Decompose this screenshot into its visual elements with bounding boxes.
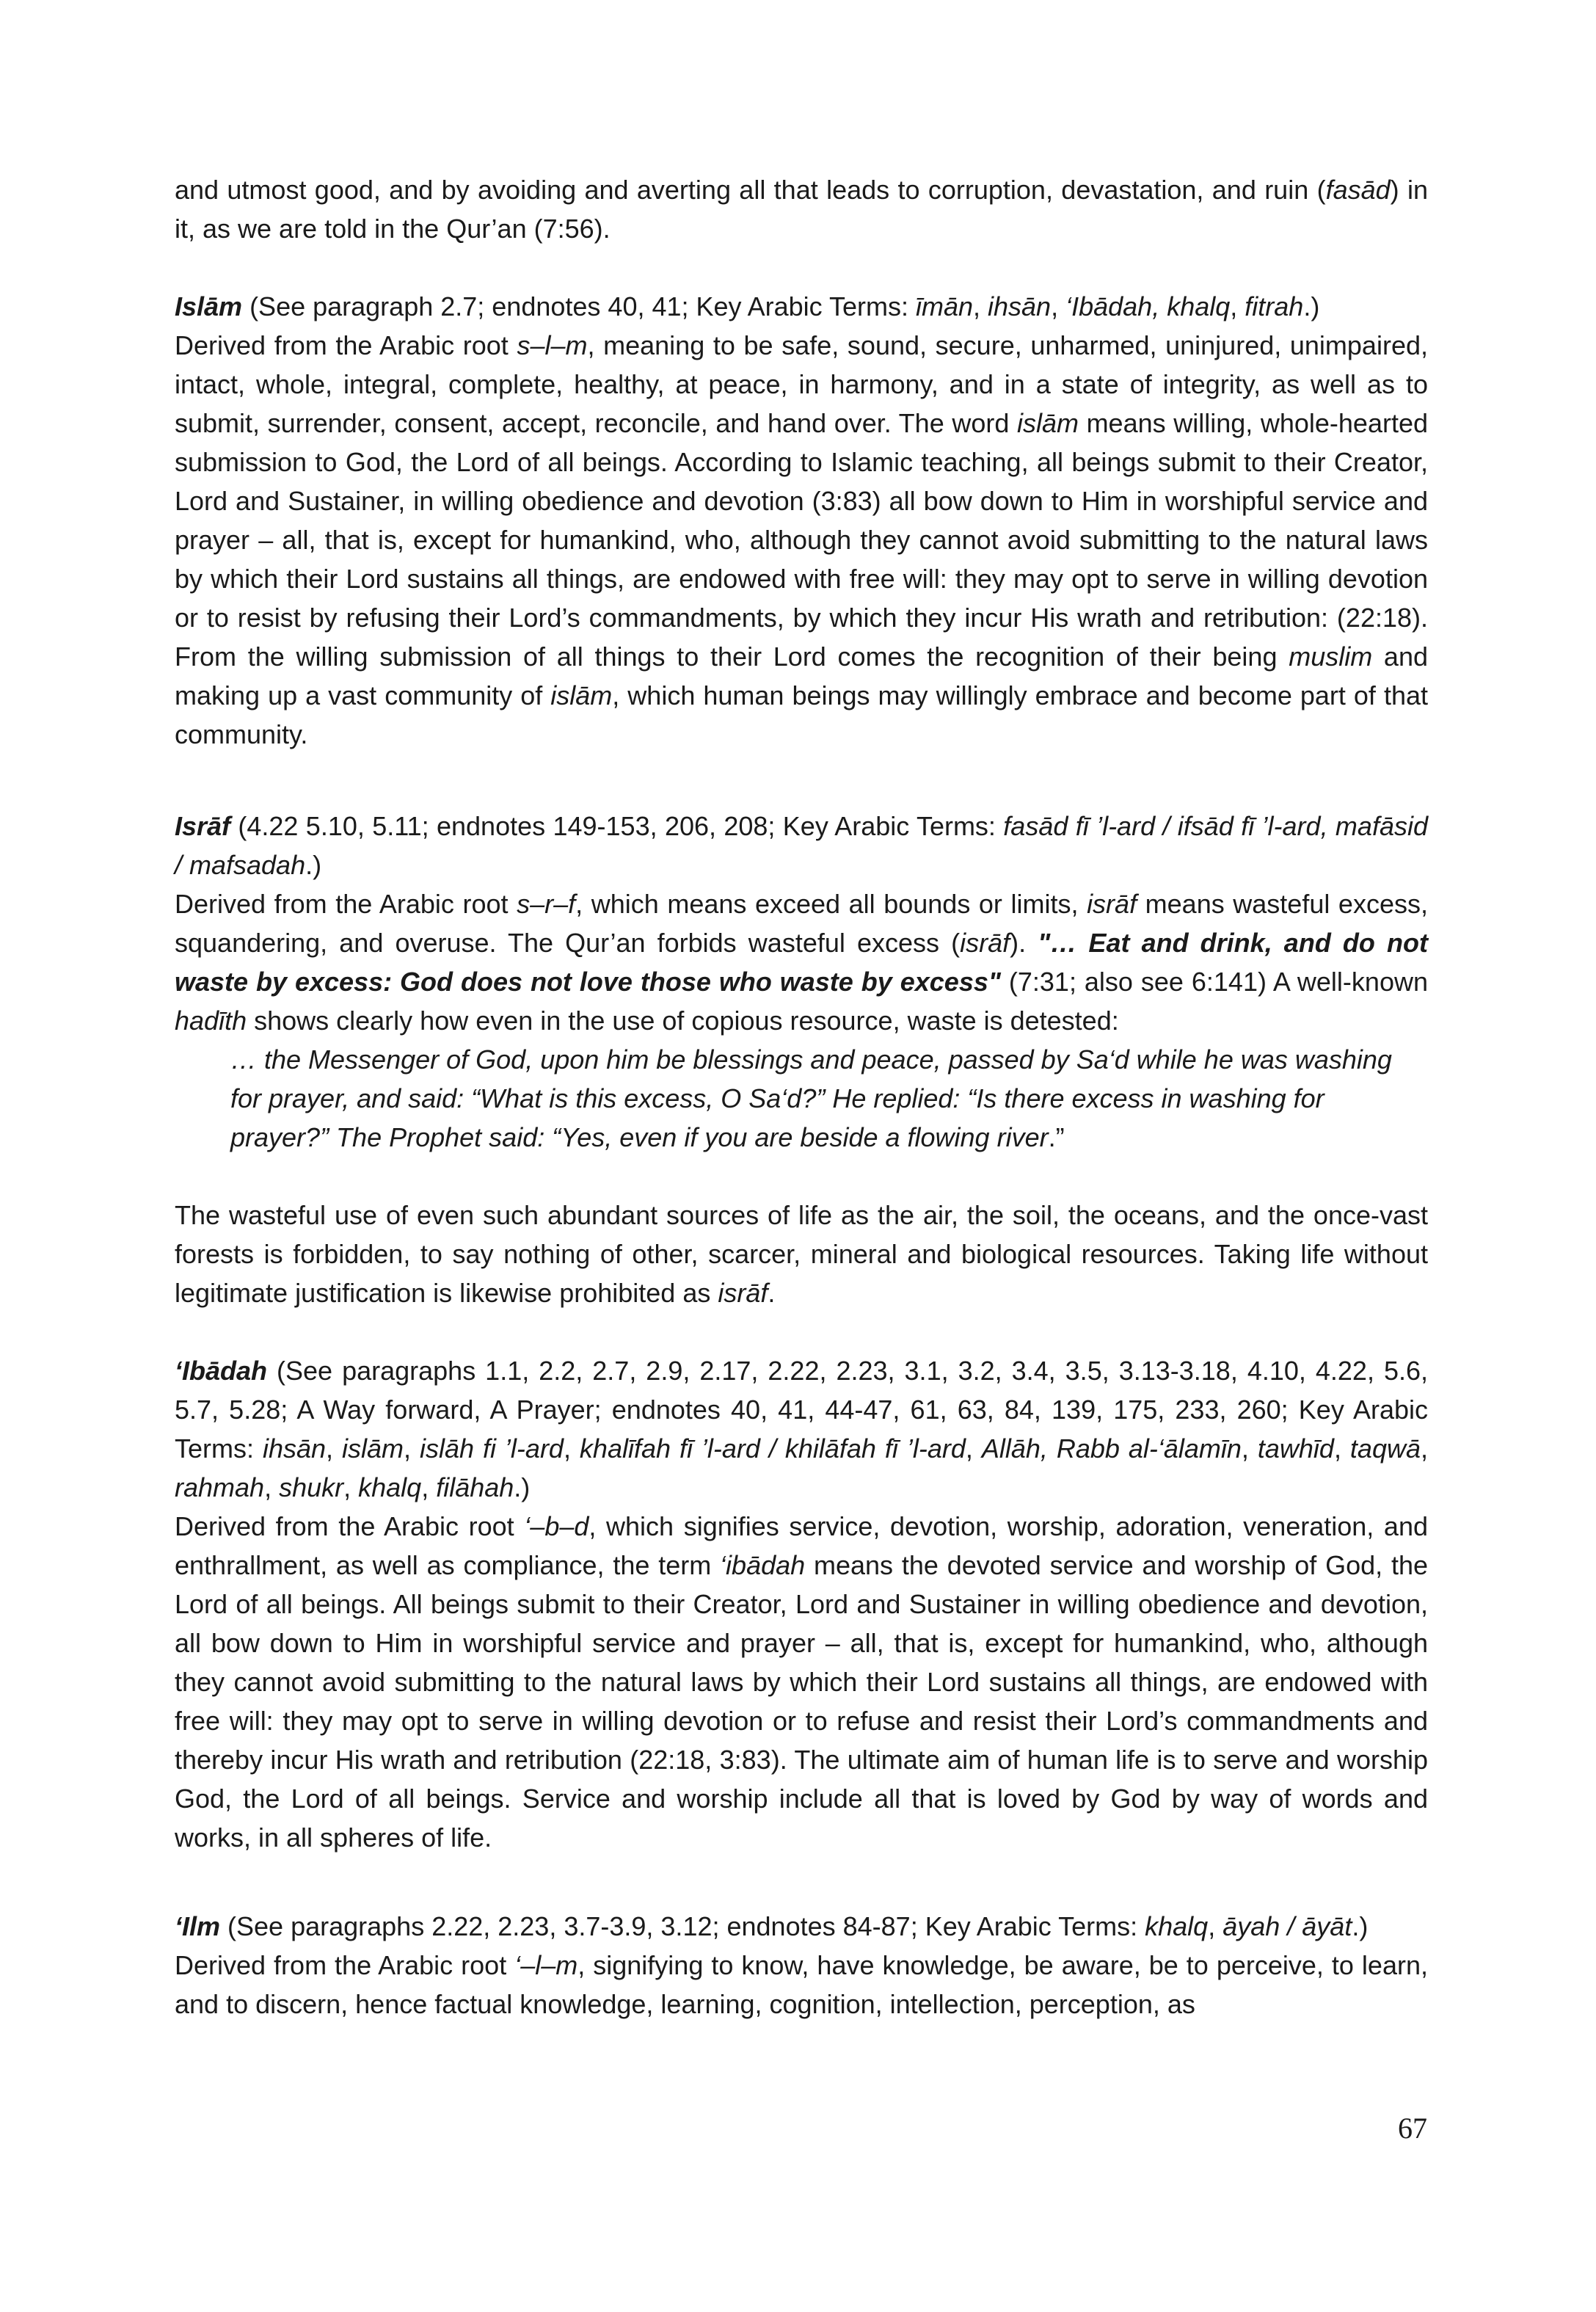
intro-paragraph: and utmost good, and by avoiding and averting all that leads to corruption, devastation, and ruin (fasād) in it, as we are told in the Qur’an (7:56). xyxy=(175,175,1428,244)
page-number: 67 xyxy=(1398,2112,1427,2145)
entry-ibadah: ‘Ibādah (See paragraphs 1.1, 2.2, 2.7, 2.9, 2.17, 2.22, 2.23, 3.1, 3.2, 3.4, 3.5, 3.13-3.18, 4.10, 4.22, 5.6, 5.7, 5.28; A Way forward, A Prayer; endnotes 40, 41, 44-47, 61, 63, 84, 139, 175, 233, 260; Key Arabic Terms: ihsān, islām, islāh fi ’l-ard, khalīfah fī ’l-ard / khilāfah fī ’l-ard, Allāh, Rabb al-‘ālamīn, tawhīd, taqwā, rahmah, shukr, khalq, filāhah.) Derived from the Arabic root ‘–b–d, which signifies service, devotion, worship, adoration, veneration, and enthrallment, as well as compliance, the term ‘ibādah means the devoted service and worship of God, the Lord of all beings. All beings submit to their Creator, Lord and Sustainer in willing obedience and devotion, all bow down to Him in worshipful service and prayer – all, that is, except for humankind, who, although they cannot avoid submitting to the natural laws by which their Lord sustains all things, are endowed with free will: they may opt to serve in willing devotion or to refuse and resist their Lord’s commandments and thereby incur His wrath and retribution (22:18, 3:83). The ultimate aim of human life is to serve and worship God, the Lord of all beings. Service and worship include all that is loved by God by way of words and works, in all spheres of life. xyxy=(175,1356,1429,1853)
entry-israf: Isrāf (4.22 5.10, 5.11; endnotes 149-153, 206, 208; Key Arabic Terms: fasād fī ’l-ard / ifsād fī ’l-ard, mafāsid / mafsadah.) Derived from the Arabic root s–r–f, which means exceed all bounds or limits, isrāf means wasteful excess, squandering, and overuse. The Qur’an forbids wasteful excess (isrāf). "… Eat and drink, and do not waste by excess: God does not love those who waste by excess" (7:31; also see 6:141) A well-known hadīth shows clearly how even in the use of copious resource, waste is detested: xyxy=(175,811,1428,1036)
term-ibadah: ‘Ibādah xyxy=(175,1356,268,1386)
document-page xyxy=(175,170,1428,2024)
hadith-quote: … the Messenger of God, upon him be blessings and peace, passed by Sa‘d while he was washing for prayer, and said: “What is this excess, O Sa‘d?” He replied: “Is there excess in washing for prayer?” The Prophet said: “Yes, even if you are beside a flowing river.” xyxy=(230,1044,1392,1152)
entry-ilm: ‘Ilm (See paragraphs 2.22, 2.23, 3.7-3.9, 3.12; endnotes 84-87; Key Arabic Terms: khalq, āyah / āyāt.) Derived from the Arabic root ‘–l–m, signifying to know, have knowledge, be aware, be to perceive, to learn, and to discern, hence factual knowledge, learning, cognition, intellection, perception, as xyxy=(175,1911,1428,2019)
term-israf: Isrāf xyxy=(175,811,231,841)
term-ilm: ‘Ilm xyxy=(175,1911,221,1941)
entry-islam: Islām (See paragraph 2.7; endnotes 40, 41; Key Arabic Terms: īmān, ihsān, ‘Ibādah, khalq, fitrah.) Derived from the Arabic root s–l–m, meaning to be safe, sound, secure, unharmed, uninjured, unimpaired, intact, whole, integral, complete, healthy, at peace, in harmony, and in a state of integrity, as well as to submit, surrender, consent, accept, reconcile, and hand over. The word islām means willing, whole-hearted submission to God, the Lord of all beings. According to Islamic teaching, all beings submit to their Creator, Lord and Sustainer, in willing obedience and devotion (3:83) all bow down to Him in worshipful service and prayer – all, that is, except for humankind, who, although they cannot avoid submitting to the natural laws by which their Lord sustains all things, are endowed with free will: they may opt to serve in willing devotion or to resist by refusing their Lord’s commandments, by which they incur His wrath and retribution: (22:18). From the willing submission of all things to their Lord comes the recognition of their being muslim and making up a vast community of islām, which human beings may willingly embrace and become part of that community. xyxy=(175,291,1428,749)
israf-continuation: The wasteful use of even such abundant sources of life as the air, the soil, the oceans, and the once-vast forests is forbidden, to say nothing of other, scarcer, mineral and biological resources. Taking life without legitimate justification is likewise prohibited as isrāf. xyxy=(175,1200,1428,1308)
quran-quote: "… Eat and drink, and do not waste by excess: God does not love those who waste by excess" xyxy=(175,928,1428,997)
term-islam: Islām xyxy=(175,291,243,321)
